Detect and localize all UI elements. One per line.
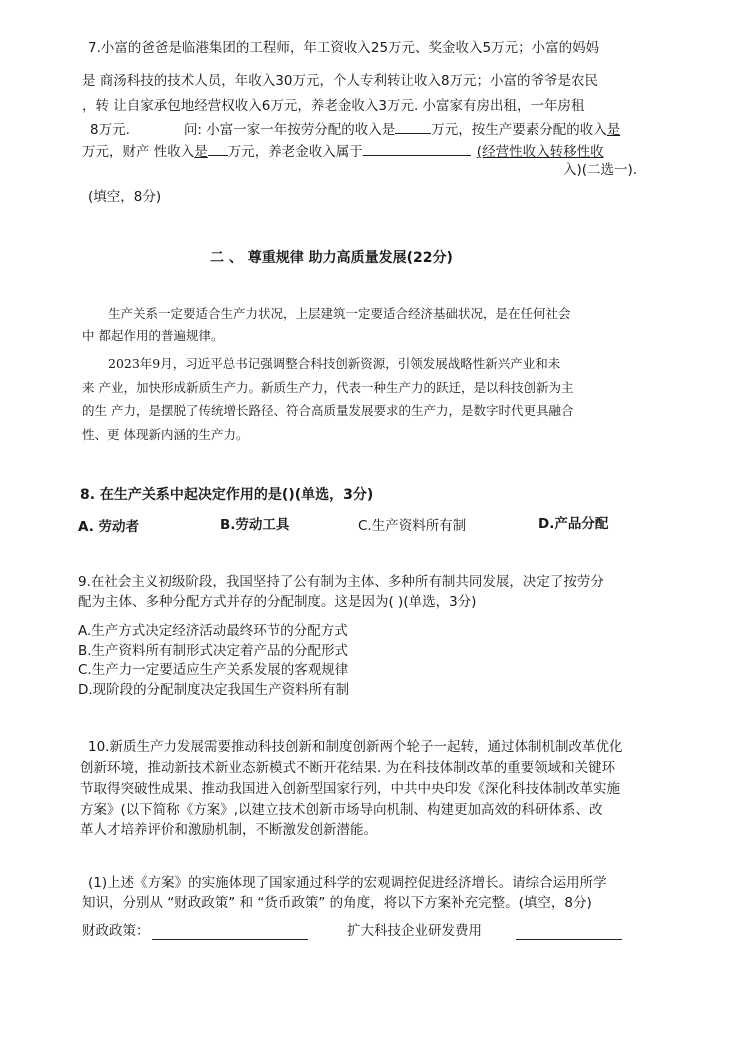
q7-factor-text: 万元，按生产要素分配的收入: [431, 122, 607, 138]
q7-line-5: [82, 141, 604, 163]
q10-1-line-1: (1)上述《方案》的实施体现了国家通过科学的宏观调控促进经济增长。请综合运用所学: [88, 875, 607, 891]
q7-choice-text: (经营性收入转移性收: [476, 144, 604, 160]
rd-expense-measure: 扩大科技企业研发费用: [347, 923, 482, 939]
q10-1-line-2: 知识，分别从 “财政政策” 和 “货币政策” 的角度，将以下方案补充完整。(填空，8分): [82, 895, 592, 911]
q7-line-2: 是 商汤科技的技术人员，年收入30万元，个人专利转让收入8万元；小富的爷爷是农民: [82, 73, 599, 89]
q9-option-a[interactable]: A.生产方式决定经济活动最终环节的分配方式: [78, 623, 348, 639]
material-p1-line-1: 生产关系一定要适合生产力状况，上层建筑一定要适合经济基础状况，是在任何社会: [108, 306, 571, 321]
q7-blank-property-income[interactable]: [208, 141, 228, 156]
material-p2-line-3: 的生 产力，是摆脱了传统增长路径、符合高质量发展要求的生产力，是数字时代更具融合: [82, 403, 574, 418]
material-p1-line-2: 中 都起作用的普遍规律。: [82, 328, 224, 343]
q7-pension-text: 万元，养老金收入属于: [227, 144, 363, 160]
q7-line-4: [90, 119, 620, 141]
q9-stem-line-2: 配为主体、多种分配方式并存的分配制度。这是因为( )(单选，3分): [78, 594, 477, 610]
section-2-title: 二 、 尊重规律 助力高质量发展(22分): [210, 250, 453, 266]
q7-factor-answer: 是: [606, 122, 621, 138]
q8-option-c[interactable]: C.生产资料所有制: [358, 518, 467, 534]
material-p2-line-4: 性、更 体现新内涵的生产力。: [82, 427, 249, 442]
q9-stem-line-1: 9.在社会主义初级阶段，我国坚持了公有制为主体、多种所有制共同发展，决定了按劳分: [78, 574, 604, 590]
q10-line-2: 创新环境，推动新技术新业态新模式不断开花结果. 为在科技体制改革的重要领域和关键环: [80, 760, 616, 776]
q7-line-3: ，转 让自家承包地经营权收入6万元，养老金收入3万元. 小富家有房出租，一年房租: [82, 98, 585, 114]
q7-line-1: 7.小富的爸爸是临港集团的工程师，年工资收入25万元、奖金收入5万元；小富的妈妈: [88, 40, 600, 56]
q7-property-answer: 是: [194, 144, 208, 160]
q10-line-5: 革人才培养评价和激励机制，不断激发创新潜能。: [80, 822, 377, 838]
q7-blank-labor-income[interactable]: [395, 119, 431, 134]
q7-property-text: 万元，财产 性收入: [82, 144, 195, 160]
fiscal-policy-label: 财政政策：: [82, 923, 150, 939]
q9-option-b[interactable]: B.生产资料所有制形式决定着产品的分配形式: [78, 643, 349, 659]
q8-option-a[interactable]: A. 劳动者: [78, 519, 140, 535]
measure-answer-blank[interactable]: [516, 925, 622, 940]
q7-score: (填空，8分): [88, 189, 162, 205]
q7-question-text: 问: 小富一家一年按劳分配的收入是: [183, 122, 396, 138]
q8-option-d[interactable]: D.产品分配: [538, 516, 609, 532]
material-p2-line-2: 来 产业，加快形成新质生产力。新质生产力，代表一种生产力的跃迁，是以科技创新为主: [82, 380, 574, 395]
q10-line-4: 方案》(以下简称《方案》,以建立技术创新市场导向机制、构建更加高效的科研体系、改: [80, 802, 603, 818]
fiscal-policy-blank[interactable]: [152, 925, 308, 940]
q7-rent-text: 8万元.: [90, 122, 130, 138]
q7-blank-pension-type[interactable]: [363, 141, 471, 156]
q9-option-d[interactable]: D.现阶段的分配制度决定我国生产资料所有制: [78, 682, 350, 698]
q10-line-3: 节取得突破性成果、推动我国进入创新型国家行列，中共中央印发《深化科技体制改革实施: [80, 781, 620, 797]
q10-line-1: 10.新质生产力发展需要推动科技创新和制度创新两个轮子一起转，通过体制机制改革优化: [88, 739, 623, 755]
q9-option-c[interactable]: C.生产力一定要适应生产关系发展的客观规律: [78, 662, 349, 678]
material-p2-line-1: 2023年9月，习近平总书记强调整合科技创新资源，引领发展战略性新兴产业和未: [108, 356, 561, 371]
q7-line-6: 入)(二选一).: [563, 162, 638, 178]
q8-stem: 8. 在生产关系中起决定作用的是()(单选，3分): [80, 487, 374, 503]
q8-option-b[interactable]: B.劳动工具: [220, 517, 290, 533]
